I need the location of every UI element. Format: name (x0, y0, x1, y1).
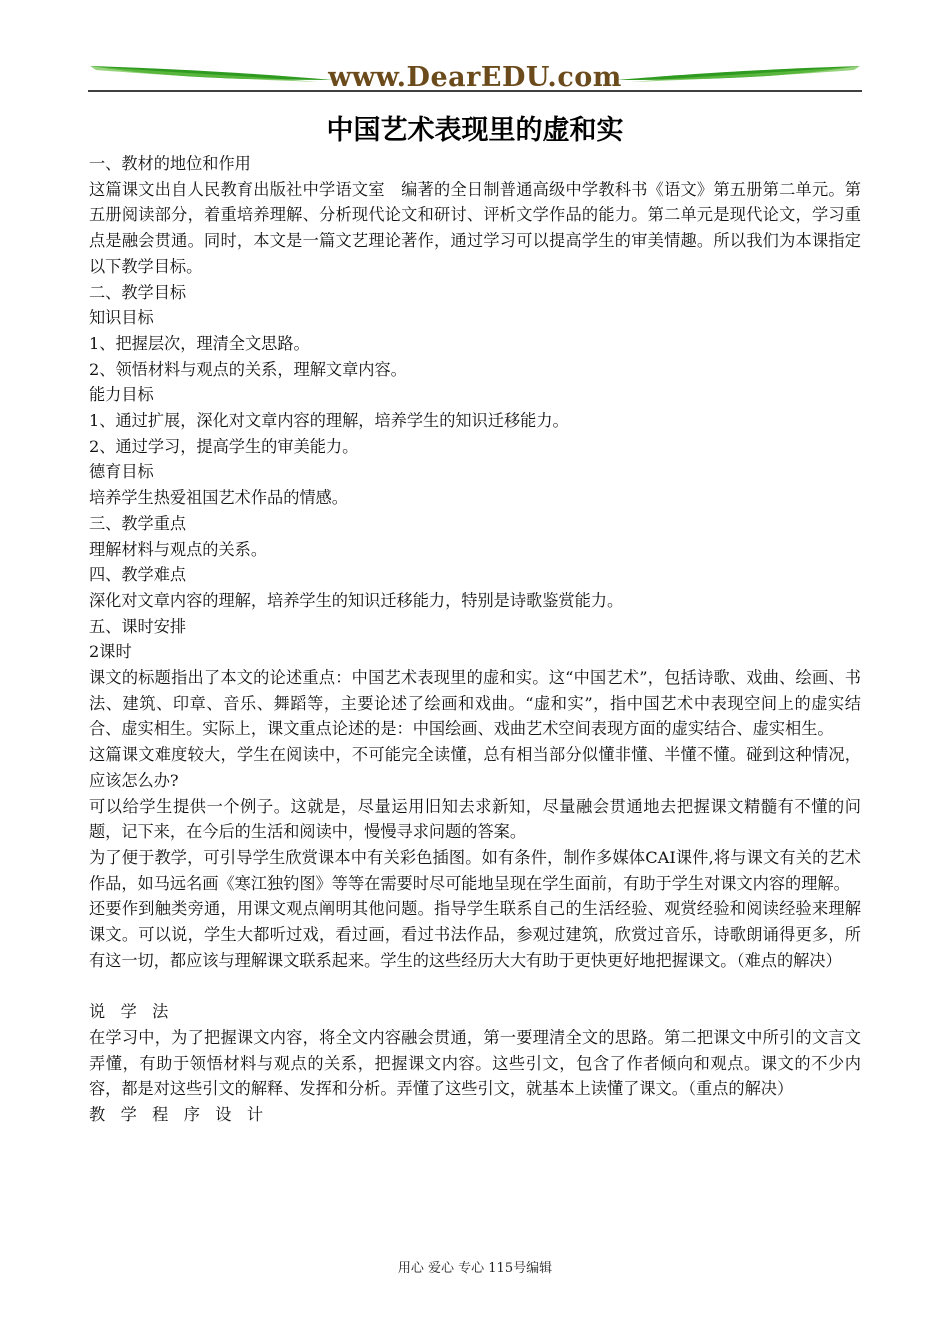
document-title: 中国艺术表现里的虚和实 (326, 115, 624, 146)
list-item: 1、把握层次，理清全文思路。 (89, 333, 310, 353)
site-header-banner (88, 58, 862, 100)
paragraph: 可以给学生提供一个例子。这就是，尽量运用旧知去求新知，尽量融会贯通地去把握课文精髓有不懂的问题，记下来，在今后的生活和阅读中，慢慢寻求问题的答案。 (89, 796, 861, 842)
document-body (89, 151, 861, 1128)
paragraph: 课文的标题指出了本文的论述重点：中国艺术表现里的虚和实。这“中国艺术”，包括诗歌、戏曲、绘画、书法、建筑、印章、音乐、舞蹈等，主要论述了绘画和戏曲。“虚和实”，指中国艺术中表现空间上的虚实结合、虚实相生。实际上，课文重点论述的是：中国绘画、戏曲艺术空间表现方面的虚实结合、虚实相生。 (89, 668, 861, 739)
section-heading: 四、教学难点 (89, 565, 187, 585)
page-footer: 用心 爱心 专心 115号编辑 (397, 1261, 553, 1276)
subheading: 德育目标 (89, 462, 154, 482)
section-heading-study-method: 说学法 (89, 1002, 184, 1022)
paragraph: 培养学生热爱祖国艺术作品的情感。 (89, 488, 348, 508)
list-item: 2、通过学习，提高学生的审美能力。 (89, 436, 359, 456)
paragraph: 理解材料与观点的关系。 (89, 539, 268, 559)
section-heading: 二、教学目标 (89, 282, 187, 302)
section-heading: 五、课时安排 (89, 616, 187, 636)
site-logo-text[interactable]: www.DearEDU.com (328, 62, 622, 93)
section-heading: 一、教材的地位和作用 (89, 154, 251, 173)
paragraph: 在学习中，为了把握课文内容，将全文内容融会贯通，第一要理清全文的思路。第二把课文中所引的文言文弄懂，有助于领悟材料与观点的关系，把握课文内容。这些引文，包含了作者倾向和观点。课文的不少内容，都是对这些引文的解释、发挥和分析。弄懂了这些引文，就基本上读懂了课文。（重点的解决） (89, 1027, 861, 1099)
list-item: 1、通过扩展，深化对文章内容的理解，培养学生的知识迁移能力。 (89, 411, 569, 431)
subheading: 知识目标 (89, 308, 154, 328)
paragraph: 这篇课文难度较大，学生在阅读中，不可能完全读懂，总有相当部分似懂非懂、半懂不懂。碰到这种情况，应该怎么办? (89, 745, 861, 790)
paragraph: 还要作到触类旁通，用课文观点阐明其他问题。指导学生联系自己的生活经验、观赏经验和阅读经验来理解课文。可以说，学生大都听过戏，看过画，看过书法作品，参观过建筑，欣赏过音乐，诗歌朗诵得更多，所有这一切，都应该与理解课文联系起来。学生的这些经历大大有助于更快更好地把握课文。（难点的解决） (89, 899, 861, 970)
paragraph: 2课时 (89, 642, 132, 662)
paragraph: 为了便于教学，可引导学生欣赏课本中有关彩色插图。如有条件，制作多媒体CAI课件,将与课文有关的艺术作品，如马远名画《寒江独钓图》等等在需要时尽可能地呈现在学生面前，有助于学生对课文内容的理解。 (89, 847, 861, 893)
section-heading: 三、教学重点 (89, 513, 187, 533)
paragraph: 深化对文章内容的理解，培养学生的知识迁移能力，特别是诗歌鉴赏能力。 (89, 590, 624, 610)
subheading: 能力目标 (89, 385, 154, 405)
blank-line (89, 974, 861, 1000)
list-item: 2、领悟材料与观点的关系，理解文章内容。 (89, 359, 407, 379)
paragraph: 这篇课文出自人民教育出版社中学语文室 编著的全日制普通高级中学教科书《语文》第五册第二单元。第五册阅读部分，着重培养理解、分析现代论文和研讨、评析文学作品的能力。第二单元是现代论文，学习重点是融会贯通。同时，本文是一篇文艺理论著作，通过学习可以提高学生的审美情趣。所以我们为本课指定以下教学目标。 (89, 179, 861, 276)
section-heading-teaching-procedure: 教学程序设计 (89, 1105, 279, 1124)
